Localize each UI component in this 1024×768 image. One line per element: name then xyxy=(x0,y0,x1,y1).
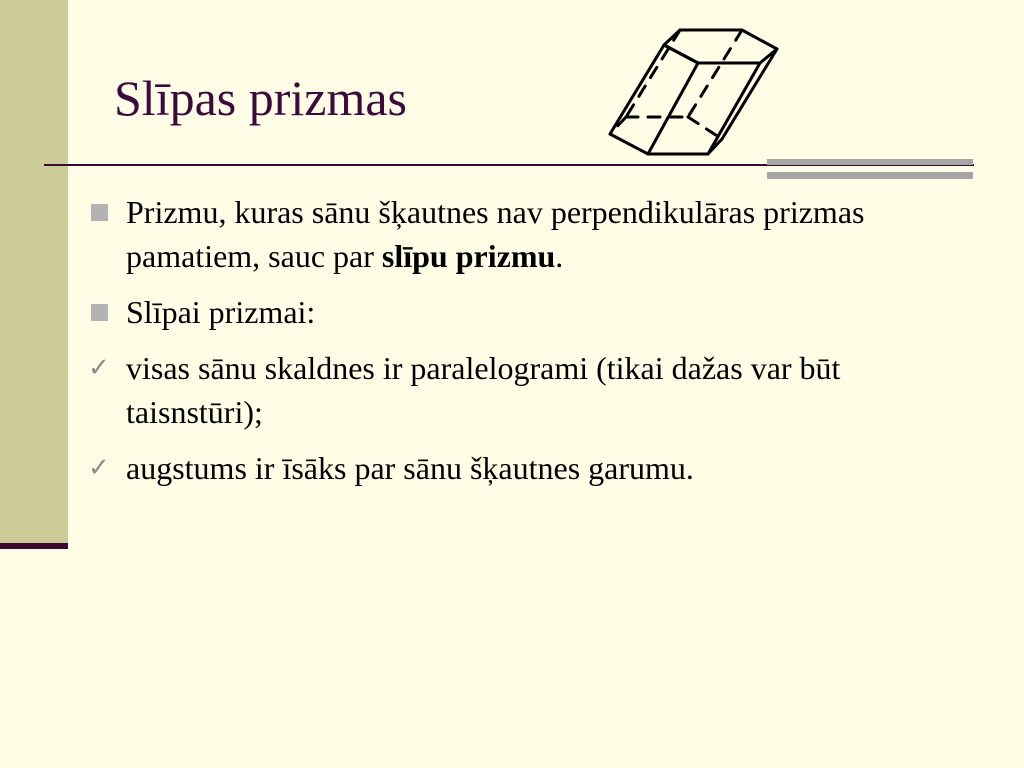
bullet-text-end: . xyxy=(555,238,564,274)
bullet-text: augstums ir īsāks par sānu šķautnes garumu. xyxy=(126,450,694,486)
oblique-prism-icon xyxy=(600,22,790,162)
left-decor-strip xyxy=(0,0,68,546)
prism-edge-right-front xyxy=(708,63,760,154)
bullet-text: Slīpai prizmai: xyxy=(126,294,316,330)
prism-top-face xyxy=(664,30,777,63)
bullet-item-property-2 xyxy=(88,446,968,490)
bullet-text: visas sānu skaldnes ir paralelogrami (tikai dažas var būt taisnstūri); xyxy=(126,350,841,430)
bullet-list xyxy=(88,190,968,502)
accent-bar-top xyxy=(767,159,973,165)
prism-hidden-edges xyxy=(610,30,742,139)
checkmark-icon: ✓ xyxy=(88,453,110,483)
bullet-item-heading xyxy=(88,290,968,334)
slide-title: Slīpas prizmas xyxy=(114,70,408,126)
prism-bottom-visible xyxy=(610,134,722,154)
checkmark-icon: ✓ xyxy=(88,353,110,383)
prism-edge-left xyxy=(610,45,664,134)
square-bullet-icon xyxy=(91,204,108,221)
prism-edge-front xyxy=(648,63,698,154)
accent-bar-bottom xyxy=(767,172,973,179)
bullet-item-property-1 xyxy=(88,346,968,434)
bullet-text: Prizmu, kuras sānu šķautnes nav perpendikulāras prizmas pamatiem, sauc par xyxy=(126,194,865,274)
bullet-bold-term: slīpu prizmu xyxy=(381,238,556,274)
left-strip-underline xyxy=(0,543,68,549)
square-bullet-icon xyxy=(91,304,108,321)
bullet-item-definition xyxy=(88,190,968,278)
